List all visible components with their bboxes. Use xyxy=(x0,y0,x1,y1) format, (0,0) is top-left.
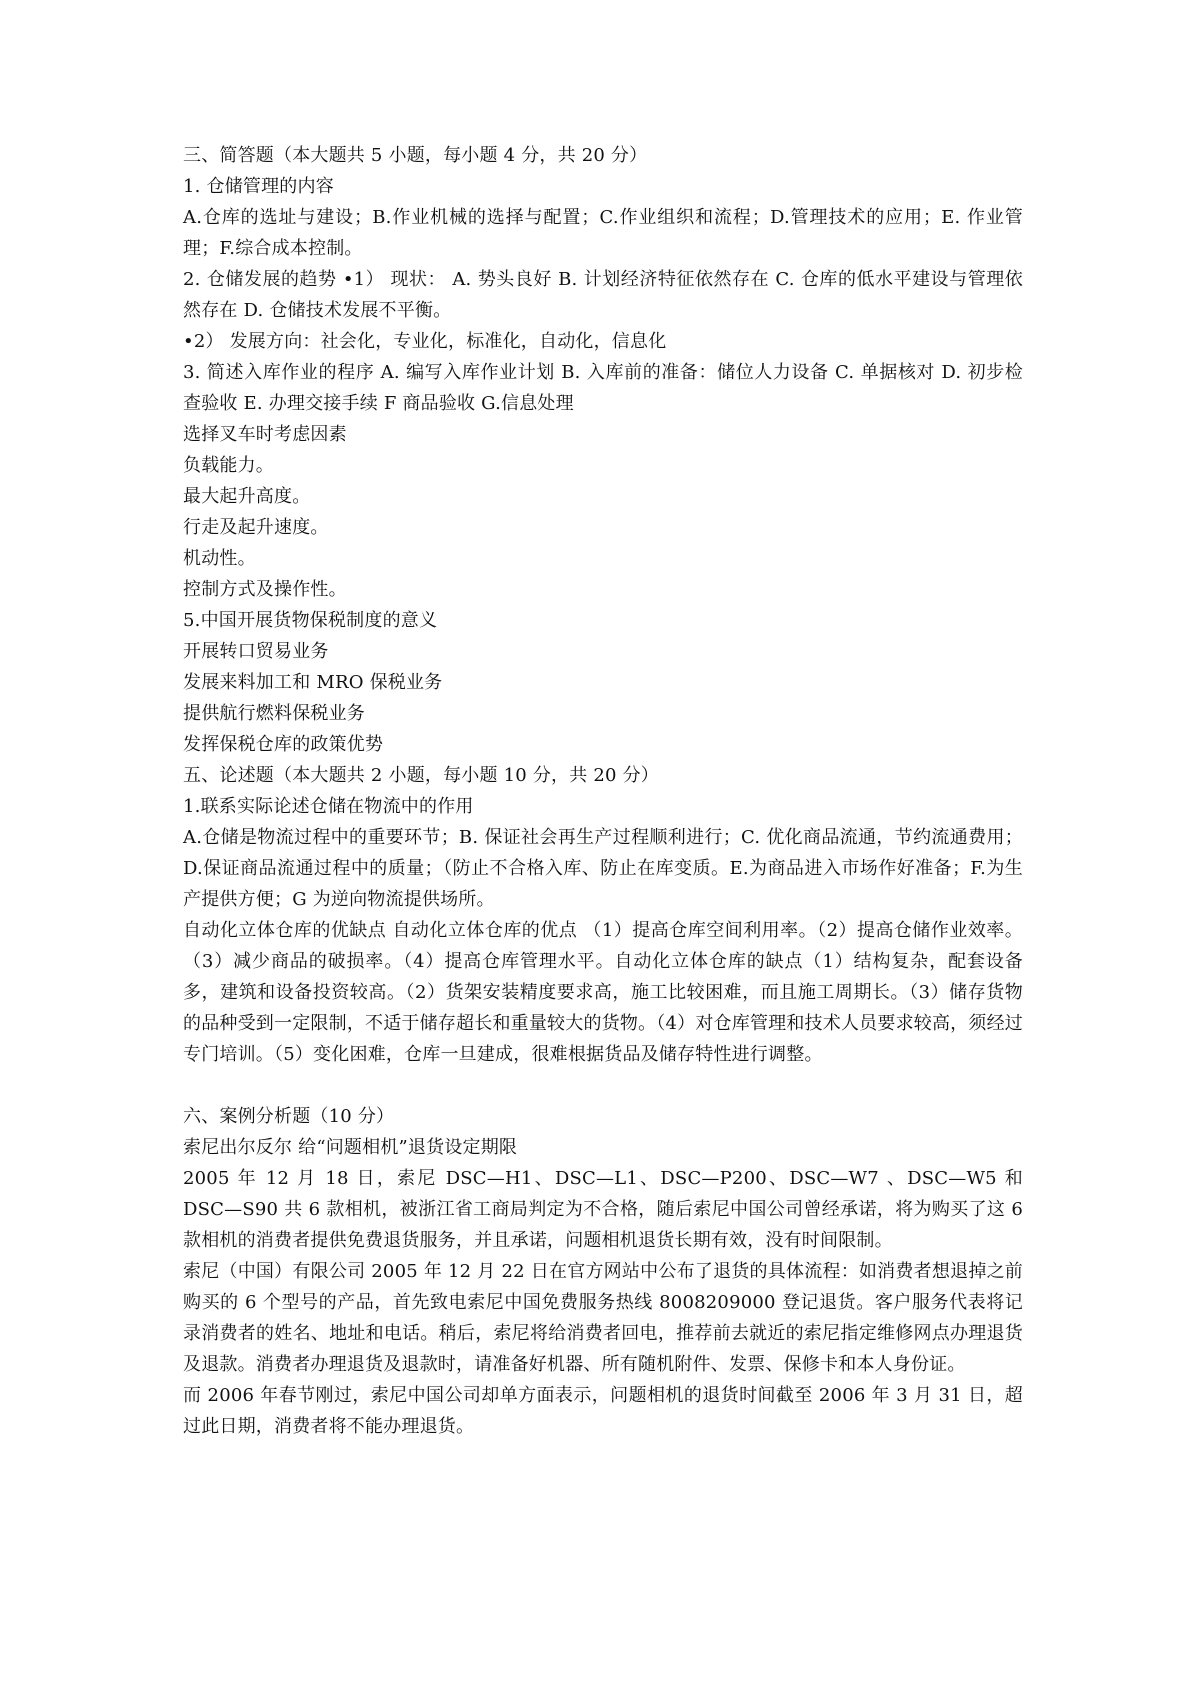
question-4-item: 负载能力。 xyxy=(183,455,274,476)
case-paragraph-3: 而 2006 年春节刚过，索尼中国公司却单方面表示，问题相机的退货时间截至 2006 年 3 月 31 日，超过此日期，消费者将不能办理退货。 xyxy=(183,1385,1023,1437)
question-5-item: 提供航行燃料保税业务 xyxy=(183,703,365,724)
essay-2-answer: 自动化立体仓库的优缺点 自动化立体仓库的优点 （1）提高仓库空间利用率。（2）提高仓储作业效率。（3）减少商品的破损率。（4）提高仓库管理水平。自动化立体仓库的缺点（1）结构复杂，配套设备多，建筑和设备投资较高。（2）货架安装精度要求高，施工比较困难，而且施工周期长。（3）储存货物的品种受到一定限制，不适于储存超长和重量较大的货物。（4）对仓库管理和技术人员要求较高，须经过专门培训。（5）变化困难，仓库一旦建成，很难根据货品及储存特性进行调整。 xyxy=(183,920,1023,1065)
question-4-title: 选择叉车时考虑因素 xyxy=(183,424,347,445)
section-heading-case-analysis: 六、案例分析题（10 分） xyxy=(183,1106,395,1127)
case-title: 索尼出尔反尔 给“问题相机”退货设定期限 xyxy=(183,1137,518,1158)
case-paragraph-1: 2005 年 12 月 18 日，索尼 DSC—H1、DSC—L1、DSC—P200、DSC—W7 、DSC—W5 和 DSC—S90 共 6 款相机，被浙江省工商局判定为不合格，随后索尼中国公司曾经承诺，将为购买了这 6 款相机的消费者提供免费退货服务，并且承诺，问题相机退货长期有效，没有时间限制。 xyxy=(183,1168,1023,1251)
question-5-item: 发展来料加工和 MRO 保税业务 xyxy=(183,672,443,693)
question-4-item: 最大起升高度。 xyxy=(183,486,311,507)
question-4-item: 行走及起升速度。 xyxy=(183,517,329,538)
section-heading-short-answer: 三、简答题（本大题共 5 小题，每小题 4 分，共 20 分） xyxy=(183,145,648,166)
section-heading-essay: 五、论述题（本大题共 2 小题，每小题 10 分，共 20 分） xyxy=(183,765,659,786)
question-2-answer: 2. 仓储发展的趋势 •1） 现状： A. 势头良好 B. 计划经济特征依然存在 C. 仓库的低水平建设与管理依然存在 D. 仓储技术发展不平衡。 xyxy=(183,269,1023,321)
question-2-direction: •2） 发展方向：社会化，专业化，标准化，自动化，信息化 xyxy=(183,331,667,352)
question-5-item: 发挥保税仓库的政策优势 xyxy=(183,734,384,755)
document-page xyxy=(183,140,1023,1442)
case-paragraph-2: 索尼（中国）有限公司 2005 年 12 月 22 日在官方网站中公布了退货的具体流程：如消费者想退掉之前购买的 6 个型号的产品，首先致电索尼中国免费服务热线 8008209000 登记退货。客户服务代表将记录消费者的姓名、地址和电话。稍后，索尼将给消费者回电，推荐前去就近的索尼指定维修网点办理退货及退款。消费者办理退货及退款时，请准备好机器、所有随机附件、发票、保修卡和本人身份证。 xyxy=(183,1261,1023,1375)
question-4-item: 机动性。 xyxy=(183,548,256,569)
question-4-item: 控制方式及操作性。 xyxy=(183,579,347,600)
essay-1-answer: A.仓储是物流过程中的重要环节；B. 保证社会再生产过程顺利进行；C. 优化商品流通，节约流通费用；D.保证商品流通过程中的质量；（防止不合格入库、防止在库变质。E.为商品进入市场作好准备；F.为生产提供方便；G 为逆向物流提供场所。 xyxy=(183,827,1023,910)
question-1-answer: A.仓库的选址与建设；B.作业机械的选择与配置；C.作业组织和流程；D.管理技术的应用；E. 作业管理；F.综合成本控制。 xyxy=(183,207,1023,259)
question-1-title: 1. 仓储管理的内容 xyxy=(183,176,334,197)
question-5-title: 5.中国开展货物保税制度的意义 xyxy=(183,610,438,631)
essay-1-title: 1.联系实际论述仓储在物流中的作用 xyxy=(183,796,474,817)
paragraph-spacer xyxy=(183,1070,1023,1101)
question-3-answer: 3. 简述入库作业的程序 A. 编写入库作业计划 B. 入库前的准备：储位人力设备 C. 单据核对 D. 初步检查验收 E. 办理交接手续 F 商品验收 G.信息处理 xyxy=(183,362,1023,414)
question-5-item: 开展转口贸易业务 xyxy=(183,641,329,662)
